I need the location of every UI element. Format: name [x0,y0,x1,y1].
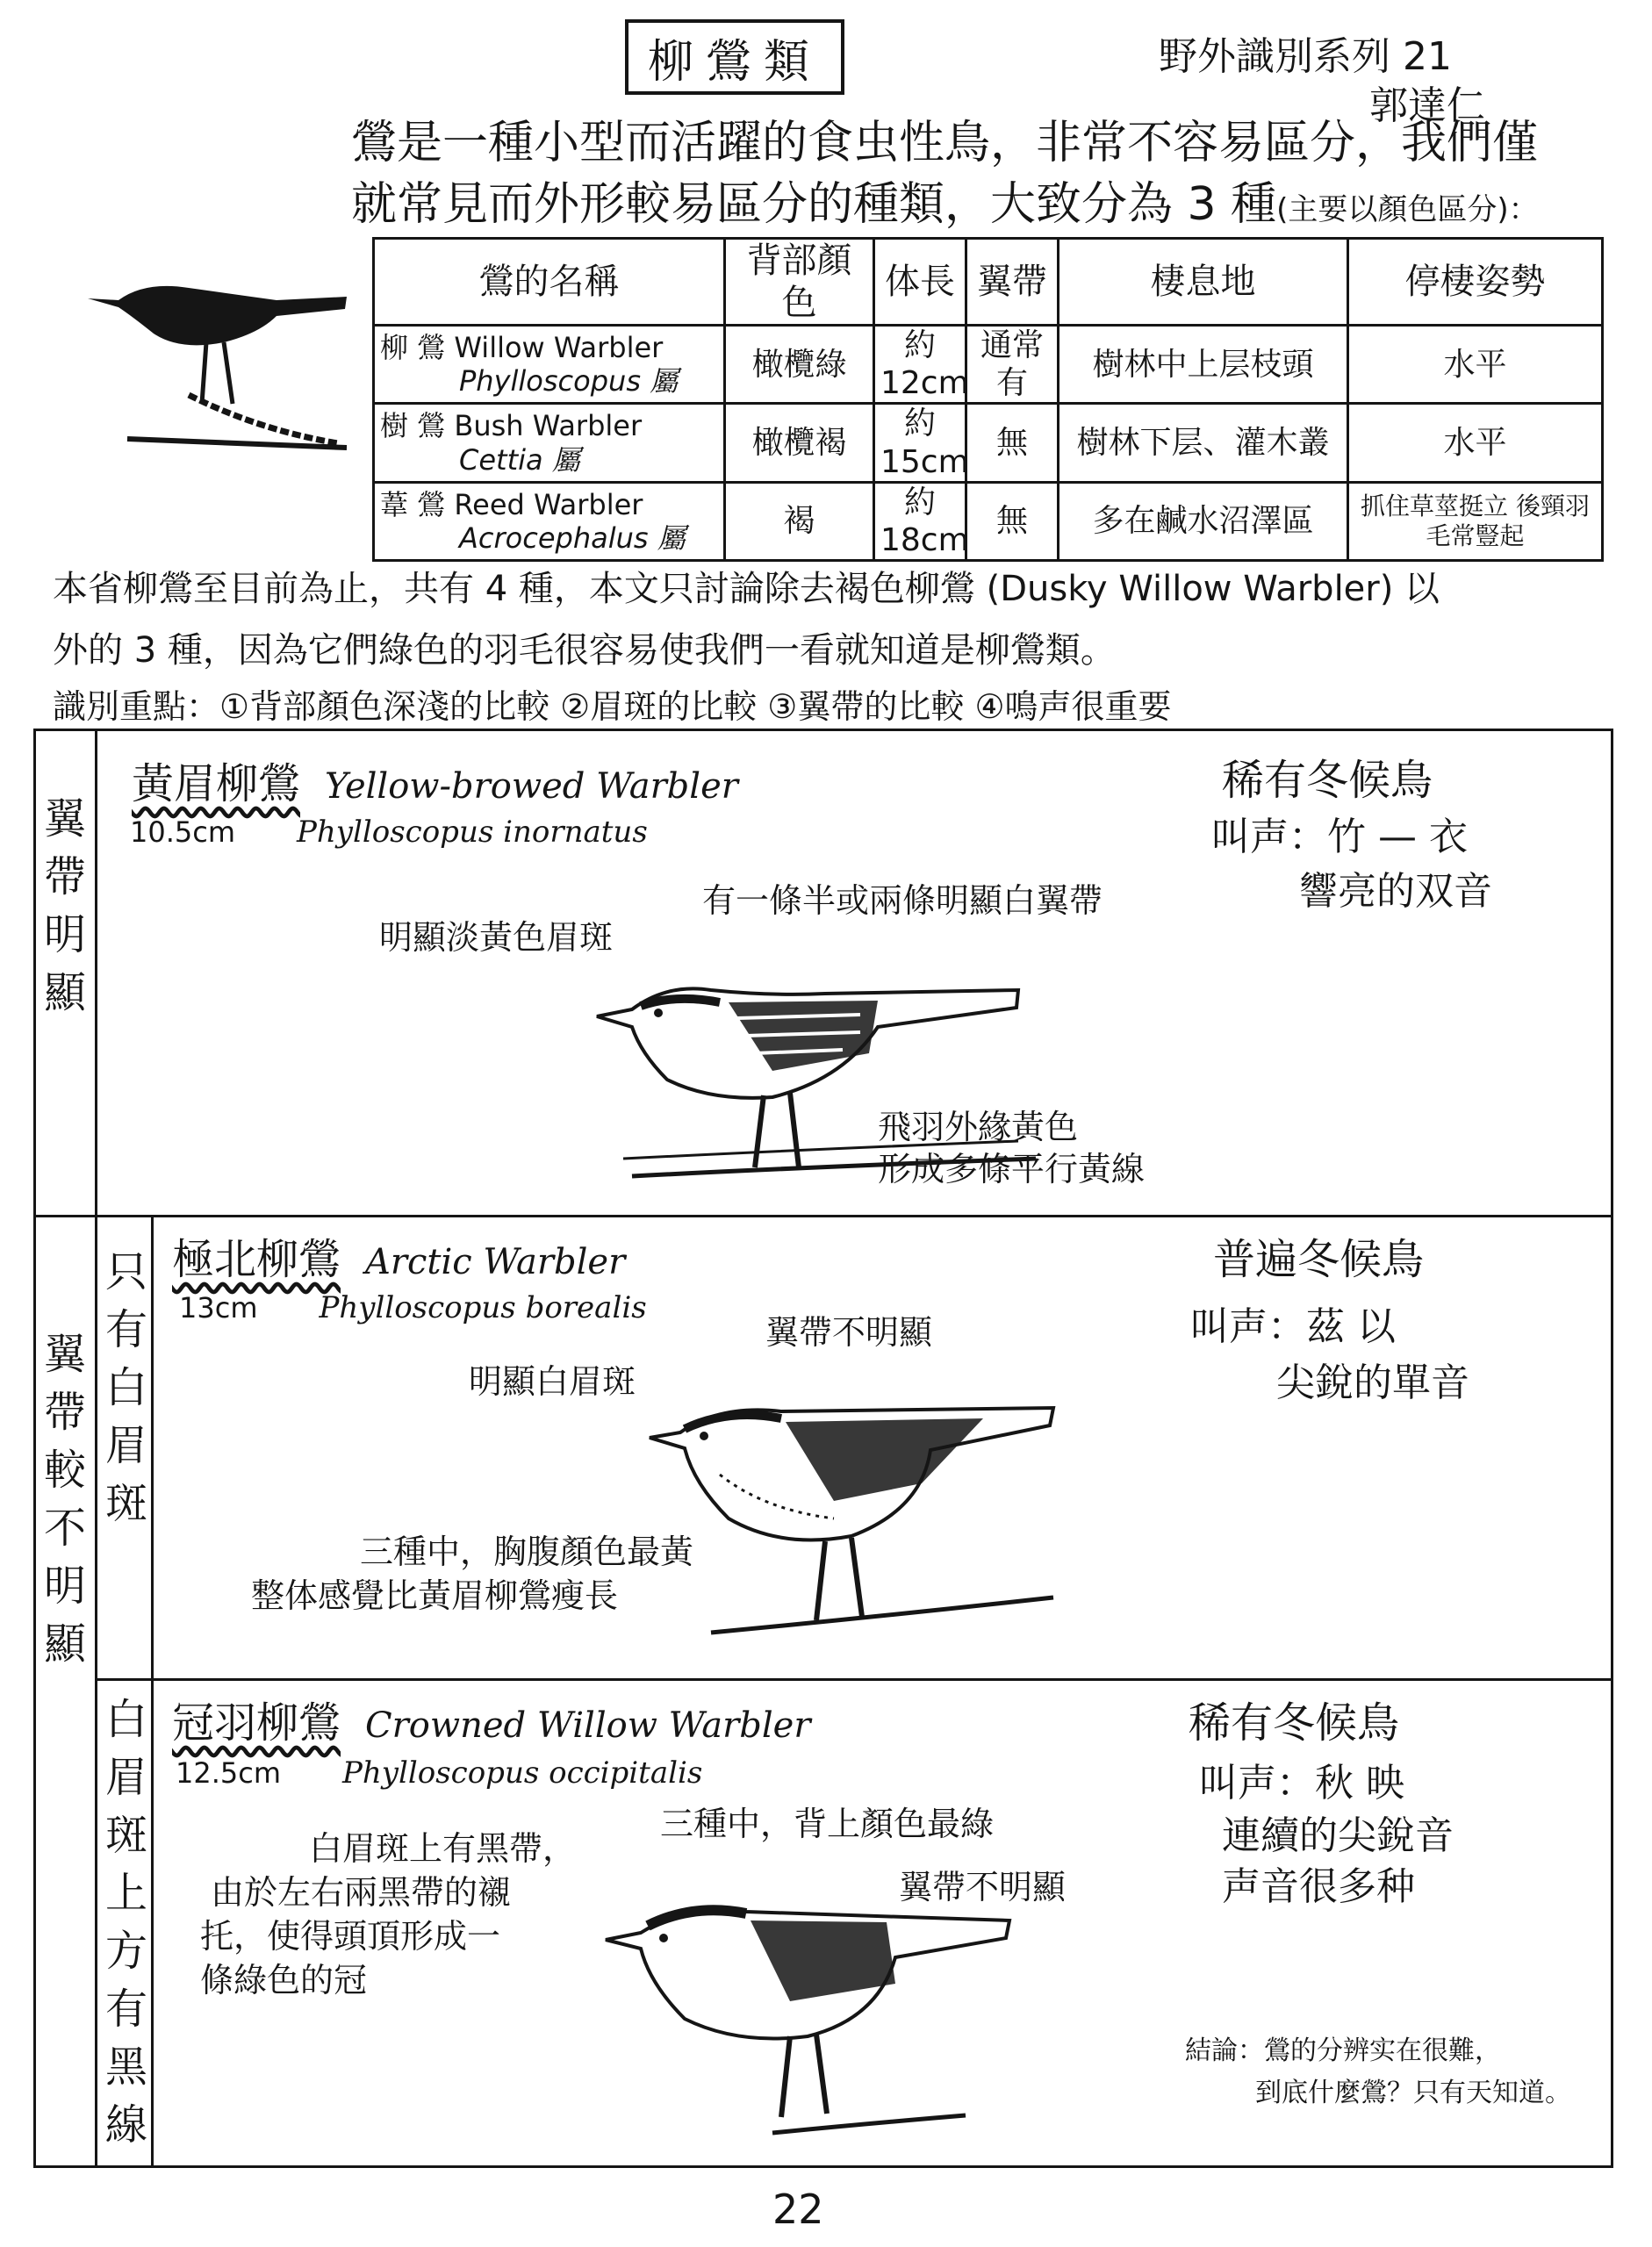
species-cn: 葦 鶯 [380,487,446,521]
perch-cell: 水平 [1348,404,1603,482]
subgroup-label-text: 白眉斑上方有黑線 [105,1695,148,2150]
silhouette-bird-illustration [83,263,364,456]
table-header: 背部顏色 [725,239,874,326]
intro-note: (主要以顏色區分)： [1276,192,1539,227]
annotation: 托，使得頭頂形成一 [200,1917,501,1956]
panel-divider [95,1678,1613,1681]
annotation: 翼帶不明顯 [899,1868,1067,1906]
bird-cn-name: 極北柳鶯 [172,1235,341,1284]
habitat-cell: 樹林下层、灌木叢 [1059,404,1348,482]
group-label-text: 翼帶明顯 [44,794,87,1017]
perch-cell: 抓住草莖挺立 後頸羽毛常豎起 [1348,482,1603,560]
bird-size: 13cm [179,1291,258,1325]
species-genus: Acrocephalus 屬 [459,520,686,555]
crowned-willow-warbler-illustration [597,1887,1036,2150]
bird-title [172,1689,810,1749]
identification-points: 識別重點：①背部顏色深淺的比較 ②眉斑的比較 ③翼帶的比較 ④鳴声很重要 [53,687,1172,726]
back-color-cell: 褐 [725,482,874,560]
group-label-wingbar-faint [40,1325,90,1673]
subgroup-column-divider [151,1215,154,2168]
annotation: 明顯白眉斑 [469,1362,636,1401]
bird-call-description: 響亮的双音 [1299,869,1492,914]
annotation: 形成多條平行黃線 [878,1150,1146,1188]
panel-divider [33,1215,1613,1217]
bird-size-line [176,1755,702,1791]
bird-call-description: 連續的尖銳音 [1222,1813,1454,1858]
table-row [374,404,1603,482]
table-header: 鶯的名稱 [374,239,725,326]
group-label-wingbar-obvious [40,790,90,1022]
annotation: 翼帶不明顯 [765,1313,933,1352]
bird-status: 普遍冬候鳥 [1213,1235,1425,1284]
bird-call: 叫声：茲 以 [1190,1304,1396,1349]
perch-cell: 水平 [1348,326,1603,404]
bird-scientific-name: Phylloscopus occipitalis [342,1755,703,1791]
body-paragraph-line-2: 外的 3 種，因為它們綠色的羽毛很容易使我們一看就知道是柳鶯類。 [53,630,1116,671]
wingbar-cell: 無 [966,404,1059,482]
wingbar-cell: 無 [966,482,1059,560]
species-en: Reed Warbler [454,487,643,521]
bird-cn-name: 黃眉柳鶯 [132,759,301,808]
bird-call-description: 尖銳的單音 [1276,1360,1469,1405]
author-name: 郭達仁 [1369,83,1485,128]
bird-size: 12.5cm [176,1756,282,1790]
intro-line-2-text: 就常見而外形較易區分的種類，大致分為 3 種 [351,178,1277,231]
bird-call: 叫声：秋 映 [1199,1761,1404,1805]
conclusion-line-1: 結論：鶯的分辨实在很難， [1185,2035,1501,2066]
species-en: Bush Warbler [454,409,643,443]
species-table [372,237,1604,562]
back-color-cell: 橄欖綠 [725,326,874,404]
habitat-cell: 樹林中上层枝頭 [1059,326,1348,404]
bird-title [172,1225,625,1286]
group-column-divider [95,729,97,2168]
table-header: 停棲姿勢 [1348,239,1603,326]
annotation: 整体感覺比黃眉柳鶯瘦長 [251,1576,619,1615]
conclusion-line-2: 到底什麼鶯？只有天知道。 [1255,2078,1571,2108]
species-genus: Phylloscopus 屬 [459,364,679,398]
species-cn: 柳 鶯 [380,330,446,364]
species-cn: 樹 鶯 [380,409,446,443]
species-name-cell [374,326,725,404]
body-paragraph-line-1: 本省柳鶯至目前為止，共有 4 種，本文只討論除去褐色柳鶯 (Dusky Willow Warbler) 以 [53,569,1440,609]
length-cell: 約 18cm [874,482,966,560]
annotation: 三種中，胸腹顏色最黃 [360,1533,694,1571]
bird-scientific-name: Phylloscopus inornatus [297,815,648,850]
length-cell: 約 15cm [874,404,966,482]
annotation: 明顯淡黃色眉斑 [379,918,614,957]
annotation: 有一條半或兩條明顯白翼帶 [702,881,1103,920]
bird-en-name: Crowned Willow Warbler [365,1705,811,1746]
species-name-cell [374,404,725,482]
yellow-browed-warbler-illustration [579,948,1036,1211]
species-en: Willow Warbler [454,330,664,364]
annotation: 白眉斑上有黑帶， [309,1829,577,1868]
annotation: 由於左右兩黑帶的襯 [211,1873,512,1912]
bird-title [132,750,738,810]
bird-status: 稀有冬候鳥 [1189,1698,1400,1748]
species-name-cell [374,482,725,560]
intro-line-2 [351,174,1615,240]
intro-line-1: 鶯是一種小型而活躍的食虫性鳥，非常不容易區分，我們僅 [351,117,1539,169]
annotation: 三種中，背上顏色最綠 [660,1805,995,1843]
subgroup-label-text: 只有白眉斑 [105,1247,148,1528]
annotation: 飛羽外緣黃色 [878,1108,1079,1146]
bird-call-description: 声音很多种 [1222,1864,1415,1909]
table-header-row [374,239,1603,326]
bird-call: 叫声：竹 — 衣 [1211,815,1468,859]
series-label: 野外識別系列 21 [1159,34,1452,79]
group-label-text: 翼帶較不明顯 [44,1330,87,1669]
table-header: 翼帶 [966,239,1059,326]
back-color-cell: 橄欖褐 [725,404,874,482]
species-genus: Cettia 屬 [459,442,580,477]
arctic-warbler-illustration [632,1387,1071,1650]
bird-size-line [179,1290,647,1325]
page-title: 柳鶯類 [625,19,844,95]
length-cell: 約 12cm [874,326,966,404]
wingbar-cell: 通常有 [966,326,1059,404]
bird-en-name: Arctic Warbler [365,1242,626,1282]
habitat-cell: 多在鹹水沼澤區 [1059,482,1348,560]
table-row [374,326,1603,404]
bird-status: 稀有冬候鳥 [1222,756,1433,805]
table-header: 棲息地 [1059,239,1348,326]
page-number: 22 [772,2186,824,2233]
bird-cn-name: 冠羽柳鶯 [172,1698,341,1748]
bird-scientific-name: Phylloscopus borealis [319,1290,647,1325]
subgroup-label-black-line [102,1691,151,2154]
annotation: 條綠色的冠 [200,1961,368,1999]
bird-size-line [130,815,648,850]
bird-en-name: Yellow-browed Warbler [325,766,738,807]
bird-size: 10.5cm [130,815,236,849]
table-header: 体長 [874,239,966,326]
table-row [374,482,1603,560]
subgroup-label-white-brow [102,1243,151,1533]
